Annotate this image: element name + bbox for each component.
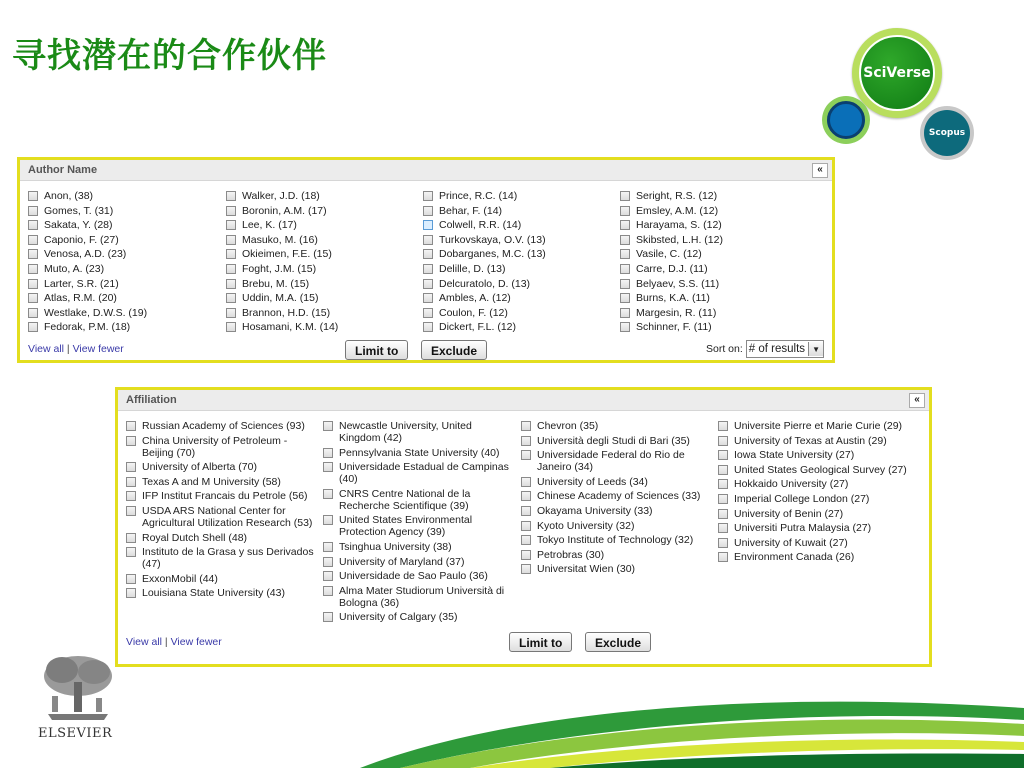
affiliation-item[interactable]: Tsinghua University (38) <box>323 541 515 553</box>
affiliation-checkbox[interactable] <box>323 489 333 499</box>
affiliation-item[interactable]: CNRS Centre National de la Recherche Scientifique (39) <box>323 488 515 512</box>
affiliation-item[interactable]: Russian Academy of Sciences (93) <box>126 420 318 432</box>
author-checkbox[interactable] <box>423 220 433 230</box>
affiliation-panel <box>115 387 932 667</box>
author-checkbox[interactable] <box>620 279 630 289</box>
author-view-links: View all | View fewer <box>28 343 124 355</box>
author-checkbox[interactable] <box>28 206 38 216</box>
sort-label: Sort on: <box>706 343 743 355</box>
author-checkbox[interactable] <box>423 322 433 332</box>
affiliation-checkbox[interactable] <box>126 477 136 487</box>
affiliation-checkbox[interactable] <box>521 450 531 460</box>
author-checkbox[interactable] <box>423 279 433 289</box>
author-item[interactable]: Burns, K.A. (11) <box>620 292 810 304</box>
author-checkbox[interactable] <box>28 191 38 201</box>
author-checkbox[interactable] <box>423 191 433 201</box>
affiliation-checkbox[interactable] <box>521 535 531 545</box>
affiliation-checkbox[interactable] <box>718 450 728 460</box>
author-item[interactable]: Vasile, C. (12) <box>620 248 810 260</box>
author-item[interactable]: Emsley, A.M. (12) <box>620 205 810 217</box>
affiliation-item[interactable]: Universidade Federal do Rio de Janeiro (34) <box>521 449 713 473</box>
affiliation-item[interactable]: Okayama University (33) <box>521 505 713 517</box>
author-item[interactable]: Delcuratolo, D. (13) <box>423 278 613 290</box>
author-checkbox[interactable] <box>423 249 433 259</box>
affiliation-checkbox[interactable] <box>126 506 136 516</box>
affiliation-item[interactable]: Environment Canada (26) <box>718 551 910 563</box>
author-item[interactable]: Harayama, S. (12) <box>620 219 810 231</box>
author-checkbox[interactable] <box>226 191 236 201</box>
affiliation-checkbox[interactable] <box>521 521 531 531</box>
sciverse-label: SciVerse <box>859 35 935 111</box>
affiliation-checkbox[interactable] <box>718 509 728 519</box>
elsevier-wordmark: ELSEVIER <box>38 726 113 741</box>
affiliation-limit-to-button[interactable]: Limit to <box>509 632 572 652</box>
author-item[interactable]: Venosa, A.D. (23) <box>28 248 218 260</box>
affiliation-checkbox[interactable] <box>323 586 333 596</box>
author-checkbox[interactable] <box>620 293 630 303</box>
affiliation-item[interactable]: Universiti Putra Malaysia (27) <box>718 522 910 534</box>
affiliation-item[interactable]: University of Alberta (70) <box>126 461 318 473</box>
elsevier-logo <box>38 652 118 742</box>
affiliation-checkbox[interactable] <box>521 436 531 446</box>
author-checkbox[interactable] <box>423 235 433 245</box>
author-item[interactable]: Brannon, H.D. (15) <box>226 307 416 319</box>
affiliation-item[interactable]: Alma Mater Studiorum Università di Bologna (36) <box>323 585 515 609</box>
author-item[interactable]: Atlas, R.M. (20) <box>28 292 218 304</box>
author-checkbox[interactable] <box>226 279 236 289</box>
sciverse-circle <box>852 28 942 118</box>
author-item[interactable]: Muto, A. (23) <box>28 263 218 275</box>
author-item[interactable]: Okieimen, F.E. (15) <box>226 248 416 260</box>
affiliation-column-2 <box>323 420 515 626</box>
affiliation-checkbox[interactable] <box>718 479 728 489</box>
affiliation-item[interactable]: University of Texas at Austin (29) <box>718 435 910 447</box>
author-item[interactable]: Caponio, F. (27) <box>28 234 218 246</box>
author-panel-header <box>20 160 832 181</box>
author-item[interactable]: Colwell, R.R. (14) <box>423 219 613 231</box>
author-item[interactable]: Westlake, D.W.S. (19) <box>28 307 218 319</box>
affiliation-item[interactable]: Tokyo Institute of Technology (32) <box>521 534 713 546</box>
affiliation-item[interactable]: Royal Dutch Shell (48) <box>126 532 318 544</box>
author-item[interactable]: Skibsted, L.H. (12) <box>620 234 810 246</box>
author-checkbox[interactable] <box>226 235 236 245</box>
author-sort-control <box>706 340 824 358</box>
author-item[interactable]: Brebu, M. (15) <box>226 278 416 290</box>
elsevier-tree-icon <box>38 652 118 722</box>
author-checkbox[interactable] <box>423 293 433 303</box>
affiliation-checkbox[interactable] <box>323 542 333 552</box>
affiliation-checkbox[interactable] <box>521 564 531 574</box>
author-item[interactable]: Masuko, M. (16) <box>226 234 416 246</box>
author-item[interactable]: Turkovskaya, O.V. (13) <box>423 234 613 246</box>
author-checkbox[interactable] <box>28 235 38 245</box>
affiliation-checkbox[interactable] <box>323 571 333 581</box>
sciverse-scopus-logo <box>818 28 978 168</box>
author-checkbox[interactable] <box>226 220 236 230</box>
author-checkbox[interactable] <box>620 308 630 318</box>
affiliation-checkbox[interactable] <box>323 557 333 567</box>
scopus-circle <box>920 106 974 160</box>
affiliation-checkbox[interactable] <box>126 533 136 543</box>
slide-title: 寻找潜在的合作伙伴 <box>12 36 327 76</box>
affiliation-checkbox[interactable] <box>126 588 136 598</box>
affiliation-item[interactable]: IFP Institut Francais du Petrole (56) <box>126 490 318 502</box>
author-item[interactable]: Ambles, A. (12) <box>423 292 613 304</box>
scopus-label: Scopus <box>924 110 970 156</box>
author-view-all-link[interactable]: View all <box>28 343 64 355</box>
affiliation-checkbox[interactable] <box>126 491 136 501</box>
author-checkbox[interactable] <box>620 191 630 201</box>
affiliation-item[interactable]: Kyoto University (32) <box>521 520 713 532</box>
author-checkbox[interactable] <box>423 206 433 216</box>
affiliation-item[interactable]: Imperial College London (27) <box>718 493 910 505</box>
affiliation-checkbox[interactable] <box>521 421 531 431</box>
author-item[interactable]: Schinner, F. (11) <box>620 321 810 333</box>
affiliation-item[interactable]: Università degli Studi di Bari (35) <box>521 435 713 447</box>
affiliation-checkbox[interactable] <box>323 462 333 472</box>
author-item[interactable]: Delille, D. (13) <box>423 263 613 275</box>
affiliation-checkbox[interactable] <box>718 436 728 446</box>
author-checkbox[interactable] <box>226 293 236 303</box>
author-item[interactable]: Hosamani, K.M. (14) <box>226 321 416 333</box>
author-checkbox[interactable] <box>28 308 38 318</box>
affiliation-checkbox[interactable] <box>323 421 333 431</box>
affiliation-item[interactable]: University of Calgary (35) <box>323 611 515 623</box>
affiliation-item[interactable]: Universidade de Sao Paulo (36) <box>323 570 515 582</box>
author-column-2 <box>226 190 416 336</box>
author-checkbox[interactable] <box>28 220 38 230</box>
affiliation-checkbox[interactable] <box>718 494 728 504</box>
author-checkbox[interactable] <box>620 220 630 230</box>
affiliation-view-all-link[interactable]: View all <box>126 636 162 648</box>
author-panel-title: Author Name <box>28 164 98 176</box>
affiliation-item[interactable]: University of Maryland (37) <box>323 556 515 568</box>
author-checkbox[interactable] <box>226 249 236 259</box>
author-item[interactable]: Prince, R.C. (14) <box>423 190 613 202</box>
author-checkbox[interactable] <box>423 308 433 318</box>
affiliation-item[interactable]: Universidade Estadual de Campinas (40) <box>323 461 515 485</box>
affiliation-checkbox[interactable] <box>323 612 333 622</box>
affiliation-checkbox[interactable] <box>521 491 531 501</box>
affiliation-column-1 <box>126 420 318 602</box>
author-checkbox[interactable] <box>620 264 630 274</box>
affiliation-panel-title: Affiliation <box>126 394 177 406</box>
author-column-3 <box>423 190 613 336</box>
affiliation-checkbox[interactable] <box>126 436 136 446</box>
author-checkbox[interactable] <box>28 279 38 289</box>
author-item[interactable]: Gomes, T. (31) <box>28 205 218 217</box>
author-checkbox[interactable] <box>28 249 38 259</box>
affiliation-exclude-button[interactable]: Exclude <box>585 632 651 652</box>
author-item[interactable]: Belyaev, S.S. (11) <box>620 278 810 290</box>
affiliation-item[interactable]: Chinese Academy of Sciences (33) <box>521 490 713 502</box>
affiliation-panel-header <box>118 390 929 411</box>
author-item[interactable]: Anon, (38) <box>28 190 218 202</box>
affiliation-checkbox[interactable] <box>521 477 531 487</box>
author-checkbox[interactable] <box>226 206 236 216</box>
affiliation-item[interactable]: United States Geological Survey (27) <box>718 464 910 476</box>
affiliation-checkbox[interactable] <box>323 515 333 525</box>
affiliation-checkbox[interactable] <box>126 462 136 472</box>
collapse-author-panel-button[interactable]: « <box>812 163 828 178</box>
author-limit-to-button[interactable]: Limit to <box>345 340 408 360</box>
author-item[interactable]: Foght, J.M. (15) <box>226 263 416 275</box>
author-item[interactable]: Boronin, A.M. (17) <box>226 205 416 217</box>
affiliation-item[interactable]: Instituto de la Grasa y sus Derivados (47) <box>126 546 318 570</box>
affiliation-checkbox[interactable] <box>521 550 531 560</box>
affiliation-checkbox[interactable] <box>718 421 728 431</box>
affiliation-checkbox[interactable] <box>126 547 136 557</box>
affiliation-item[interactable]: Texas A and M University (58) <box>126 476 318 488</box>
affiliation-column-3 <box>521 420 713 578</box>
author-item[interactable]: Seright, R.S. (12) <box>620 190 810 202</box>
author-checkbox[interactable] <box>28 264 38 274</box>
affiliation-item[interactable]: Universite Pierre et Marie Curie (29) <box>718 420 910 432</box>
author-checkbox[interactable] <box>28 293 38 303</box>
affiliation-checkbox[interactable] <box>718 465 728 475</box>
affiliation-item[interactable]: Petrobras (30) <box>521 549 713 561</box>
affiliation-checkbox[interactable] <box>323 448 333 458</box>
author-column-1 <box>28 190 218 336</box>
author-item[interactable]: Fedorak, P.M. (18) <box>28 321 218 333</box>
affiliation-item[interactable]: Newcastle University, United Kingdom (42) <box>323 420 515 444</box>
affiliation-item[interactable]: Louisiana State University (43) <box>126 587 318 599</box>
author-item[interactable]: Walker, J.D. (18) <box>226 190 416 202</box>
affiliation-checkbox[interactable] <box>521 506 531 516</box>
affiliation-item[interactable]: Pennsylvania State University (40) <box>323 447 515 459</box>
author-checkbox[interactable] <box>226 308 236 318</box>
affiliation-checkbox[interactable] <box>718 538 728 548</box>
affiliation-item[interactable]: Chevron (35) <box>521 420 713 432</box>
dropdown-arrow-icon: ▼ <box>808 342 823 356</box>
affiliation-view-links: View all | View fewer <box>126 636 222 648</box>
author-checkbox[interactable] <box>226 264 236 274</box>
author-item[interactable]: Margesin, R. (11) <box>620 307 810 319</box>
author-checkbox[interactable] <box>620 322 630 332</box>
author-exclude-button[interactable]: Exclude <box>421 340 487 360</box>
affiliation-item[interactable]: University of Kuwait (27) <box>718 537 910 549</box>
affiliation-view-fewer-link[interactable]: View fewer <box>170 636 222 648</box>
affiliation-checkbox[interactable] <box>126 421 136 431</box>
author-item[interactable]: Coulon, F. (12) <box>423 307 613 319</box>
author-column-4 <box>620 190 810 336</box>
author-item[interactable]: Lee, K. (17) <box>226 219 416 231</box>
author-item[interactable]: Dickert, F.L. (12) <box>423 321 613 333</box>
author-item[interactable]: Sakata, Y. (28) <box>28 219 218 231</box>
affiliation-item[interactable]: Hokkaido University (27) <box>718 478 910 490</box>
affiliation-checkbox[interactable] <box>718 523 728 533</box>
affiliation-item[interactable]: USDA ARS National Center for Agricultural Utilization Research (53) <box>126 505 318 529</box>
affiliation-item[interactable]: United States Environmental Protection Agency (39) <box>323 514 515 538</box>
author-item[interactable]: Uddin, M.A. (15) <box>226 292 416 304</box>
author-item[interactable]: Larter, S.R. (21) <box>28 278 218 290</box>
author-checkbox[interactable] <box>620 235 630 245</box>
author-view-fewer-link[interactable]: View fewer <box>72 343 124 355</box>
affiliation-item[interactable]: University of Benin (27) <box>718 508 910 520</box>
author-name-panel <box>17 157 835 363</box>
affiliation-column-4 <box>718 420 910 566</box>
affiliation-item[interactable]: Iowa State University (27) <box>718 449 910 461</box>
affiliation-checkbox[interactable] <box>718 552 728 562</box>
affiliation-item[interactable]: ExxonMobil (44) <box>126 573 318 585</box>
author-item[interactable]: Carre, D.J. (11) <box>620 263 810 275</box>
author-checkbox[interactable] <box>423 264 433 274</box>
decorative-swoosh <box>360 690 1024 768</box>
decorative-circle <box>822 96 870 144</box>
author-item[interactable]: Behar, F. (14) <box>423 205 613 217</box>
sort-select[interactable]: # of results ▼ <box>746 340 824 358</box>
collapse-affiliation-panel-button[interactable]: « <box>909 393 925 408</box>
author-checkbox[interactable] <box>620 206 630 216</box>
author-checkbox[interactable] <box>226 322 236 332</box>
affiliation-checkbox[interactable] <box>126 574 136 584</box>
affiliation-item[interactable]: University of Leeds (34) <box>521 476 713 488</box>
affiliation-item[interactable]: Universitat Wien (30) <box>521 563 713 575</box>
author-checkbox[interactable] <box>620 249 630 259</box>
author-checkbox[interactable] <box>28 322 38 332</box>
affiliation-item[interactable]: China University of Petroleum - Beijing (70) <box>126 435 318 459</box>
author-item[interactable]: Dobarganes, M.C. (13) <box>423 248 613 260</box>
